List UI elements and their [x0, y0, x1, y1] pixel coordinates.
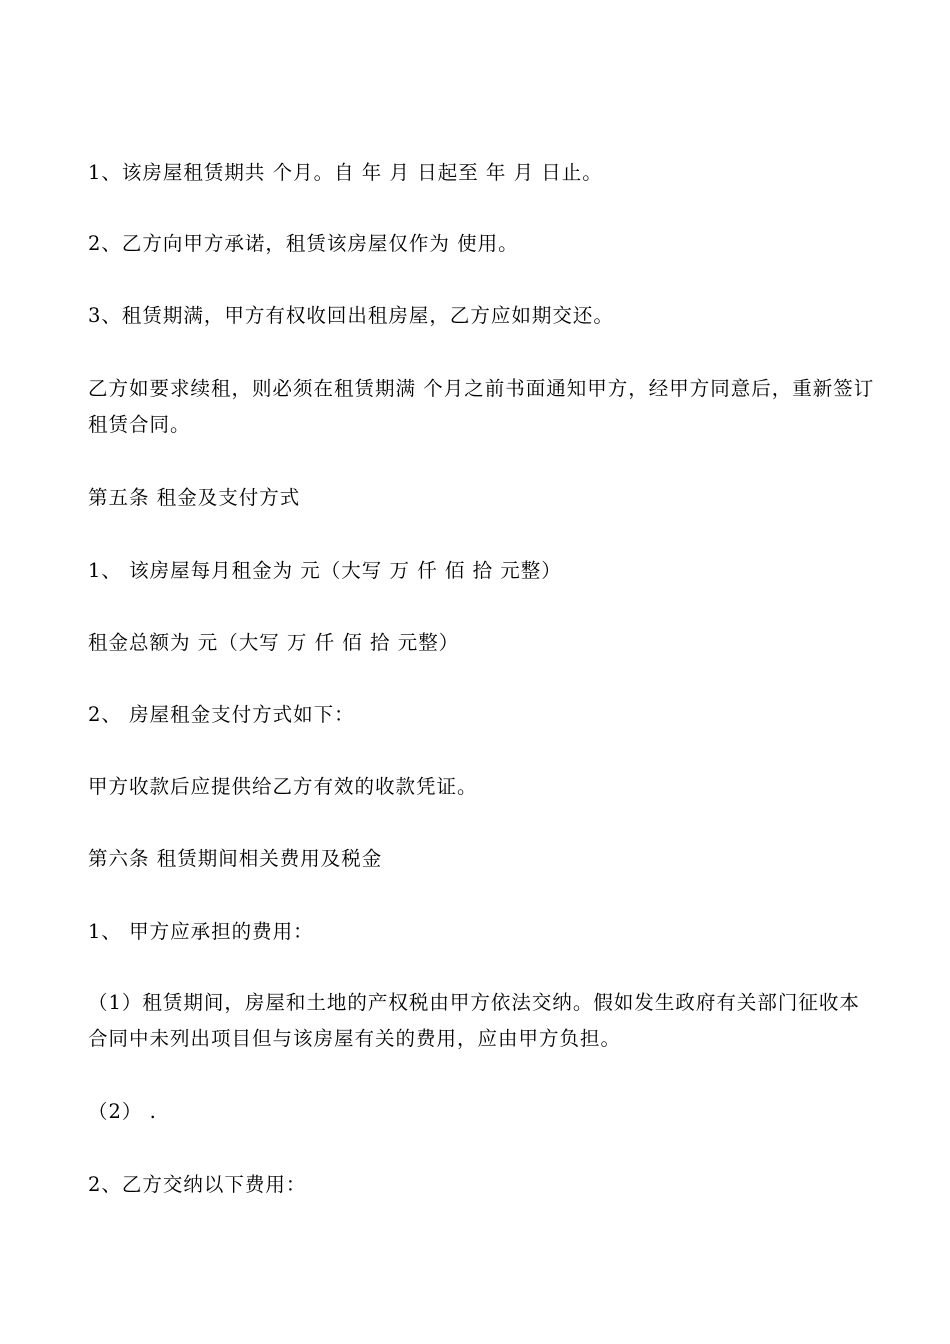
- clause-lease-term: 1、该房屋租赁期共 个月。自 年 月 日起至 年 月 日止。: [88, 161, 603, 184]
- clause-party-a-fees: 1、 甲方应承担的费用：: [88, 920, 314, 943]
- clause-monthly-rent: 1、 该房屋每月租金为 元（大写 万 仟 佰 拾 元整）: [88, 559, 562, 582]
- clause-party-b-fees: 2、乙方交纳以下费用：: [88, 1173, 307, 1196]
- section-heading-fees: 第六条 租赁期间相关费用及税金: [88, 847, 383, 870]
- clause-receipt: 甲方收款后应提供给乙方有效的收款凭证。: [88, 775, 478, 798]
- clause-usage-commitment: 2、乙方向甲方承诺，租赁该房屋仅作为 使用。: [88, 232, 519, 255]
- clause-payment-method: 2、 房屋租金支付方式如下：: [88, 703, 355, 726]
- clause-renewal: 乙方如要求续租，则必须在租赁期满 个月之前书面通知甲方，经甲方同意后，重新签订租赁合同。: [88, 377, 875, 436]
- clause-property-tax: （1）租赁期间，房屋和土地的产权税由甲方依法交纳。假如发生政府有关部门征收本合同中未列出项目但与该房屋有关的费用，应由甲方负担。: [88, 991, 860, 1050]
- clause-item-2: （2） .: [88, 1100, 157, 1123]
- clause-return-property: 3、租赁期满，甲方有权收回出租房屋，乙方应如期交还。: [88, 304, 614, 327]
- clause-total-rent: 租金总额为 元（大写 万 仟 佰 拾 元整）: [88, 631, 460, 654]
- section-heading-rent: 第五条 租金及支付方式: [88, 486, 301, 509]
